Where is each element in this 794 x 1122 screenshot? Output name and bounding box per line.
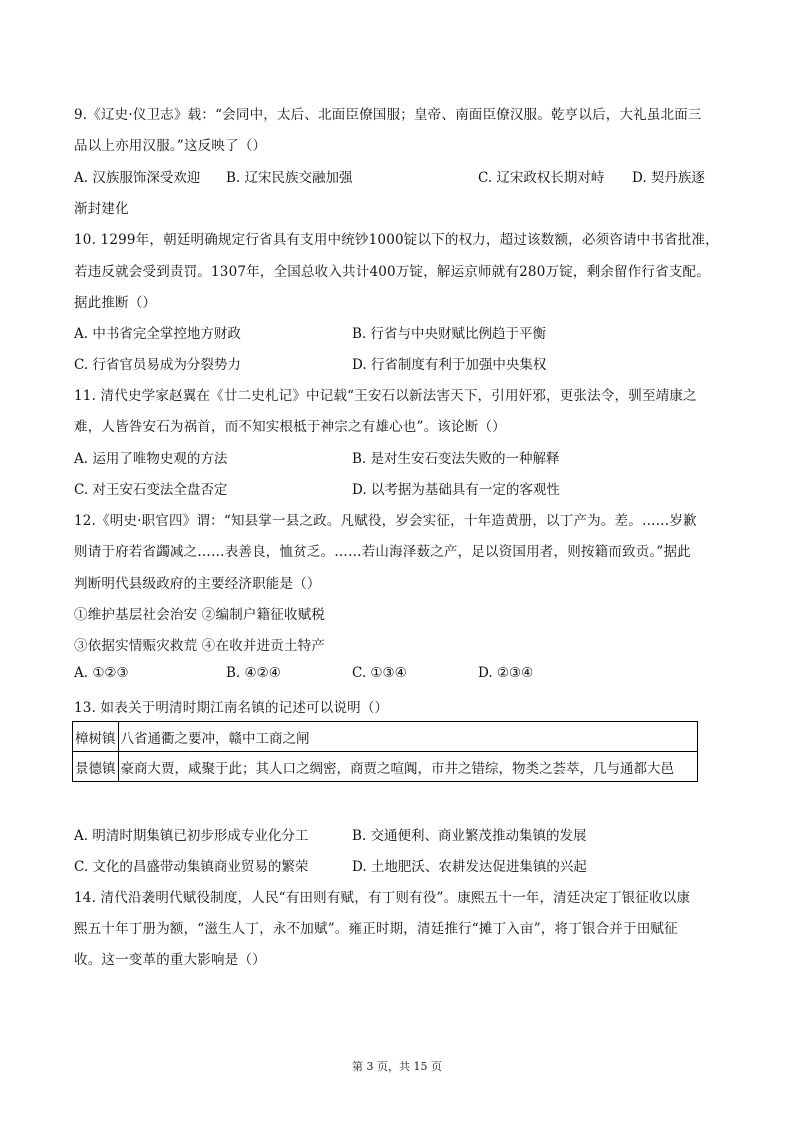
q11-option-c: C. 对王安石变法全盘否定 (74, 482, 228, 498)
q11-option-d: D. 以考据为基础具有一定的客观性 (352, 482, 560, 498)
table-cell-description: 八省通衢之要冲，赣中工商之闸 (118, 722, 697, 752)
q10-option-d: D. 行省制度有利于加强中央集权 (352, 357, 547, 373)
q10-option-a: A. 中书省完全掌控地方财政 (74, 326, 241, 342)
q13-option-b: B. 交通便利、商业繁茂推动集镇的发展 (352, 828, 587, 844)
q13-option-a: A. 明清时期集镇已初步形成专业化分工 (74, 828, 309, 844)
q9-stem-line-2: 品以上亦用汉服。”这反映了（） (74, 138, 267, 154)
q9-option-b: B. 辽宋民族交融加强 (226, 170, 353, 186)
q14-stem-line-1: 14. 清代沿袭明代赋役制度，人民“有田则有赋，有丁则有役”。康熙五十一年，清廷决定丁银征收以康 (74, 890, 691, 906)
q12-items-line-1: ①维护基层社会治安 ②编制户籍征收赋税 (74, 607, 326, 623)
table-cell-description: 豪商大贾，咸聚于此；其人口之绸密，商贾之喧阗，市井之错综，物类之荟萃，几与通都大邑 (118, 752, 697, 782)
q11-stem-line-1: 11. 清代史学家赵翼在《廿二史札记》中记载“王安石以新法害天下，引用奸邪，更张法令，驯至靖康之 (74, 388, 697, 404)
q9-stem-line-1: 9.《辽史·仪卫志》载：“会同中，太后、北面臣僚国服；皇帝、南面臣僚汉服。乾亨以后，大礼虽北面三 (74, 107, 702, 123)
q12-option-b: B. ④②④ (226, 665, 281, 681)
q13-option-d: D. 土地肥沃、农耕发达促进集镇的兴起 (352, 859, 587, 875)
q11-option-a: A. 运用了唯物史观的方法 (74, 451, 228, 467)
q12-stem-line-1: 12.《明史·职官四》谓：“知县掌一县之政。凡赋役，岁会实征，十年造黄册，以丁产为。差。……岁歉 (74, 513, 697, 529)
q12-stem-line-3: 判断明代县级政府的主要经济职能是（） (74, 576, 321, 592)
q14-stem-line-2: 熙五十年丁册为额，“滋生人丁，永不加赋”。雍正时期，清廷推行“摊丁入亩”，将丁银合并于田赋征 (74, 921, 678, 937)
q12-stem-line-2: 则请于府若省蠲减之……表善良，恤贫乏。……若山海泽薮之产，足以资国用者，则按籍而致贡。”据此 (74, 544, 691, 560)
q9-option-a: A. 汉族服饰深受欢迎 (74, 170, 201, 186)
q12-option-a: A. ①②③ (74, 665, 129, 681)
q11-option-b: B. 是对生安石变法失败的一种解释 (352, 451, 560, 467)
q9-option-c: C. 辽宋政权长期对峙 (478, 170, 605, 186)
table-row (73, 722, 698, 752)
table-row (73, 752, 698, 782)
q10-option-c: C. 行省官员易成为分裂势力 (74, 357, 241, 373)
table-cell-town: 樟树镇 (73, 722, 119, 752)
q10-stem-line-3: 据此推断（） (74, 295, 157, 311)
q12-option-d: D. ②③④ (478, 665, 534, 681)
q9-option-d: D. 契丹族逐 (632, 170, 705, 186)
q10-option-b: B. 行省与中央财赋比例趋于平衡 (352, 326, 547, 342)
q12-items-line-2: ③依据实情赈灾救荒 ④在收并进贡土特产 (74, 638, 326, 654)
q13-stem: 13. 如表关于明清时期江南名镇的记述可以说明（） (74, 700, 389, 716)
page-footer: 第 3 页，共 15 页 (352, 1060, 442, 1073)
q12-option-c: C. ①③④ (352, 665, 407, 681)
q11-stem-line-2: 难，人皆咎安石为祸首，而不知实根柢于神宗之有雄心也”。该论断（） (74, 419, 506, 435)
q13-option-c: C. 文化的昌盛带动集镇商业贸易的繁荣 (74, 859, 309, 875)
q10-stem-line-1: 10. 1299年，朝廷明确规定行省具有支用中统钞1000锭以下的权力，超过该数额，必须咨请中书省批准， (74, 232, 719, 248)
q9-option-d-continued: 渐封建化 (74, 201, 129, 217)
table-cell-town: 景德镇 (73, 752, 119, 782)
q14-stem-line-3: 收。这一变革的重大影响是（） (74, 952, 266, 968)
q13-table (72, 721, 698, 782)
q10-stem-line-2: 若违反就会受到责罚。1307年，全国总收入共计400万锭，解运京师就有280万锭，剩余留作行省支配。 (74, 264, 710, 280)
